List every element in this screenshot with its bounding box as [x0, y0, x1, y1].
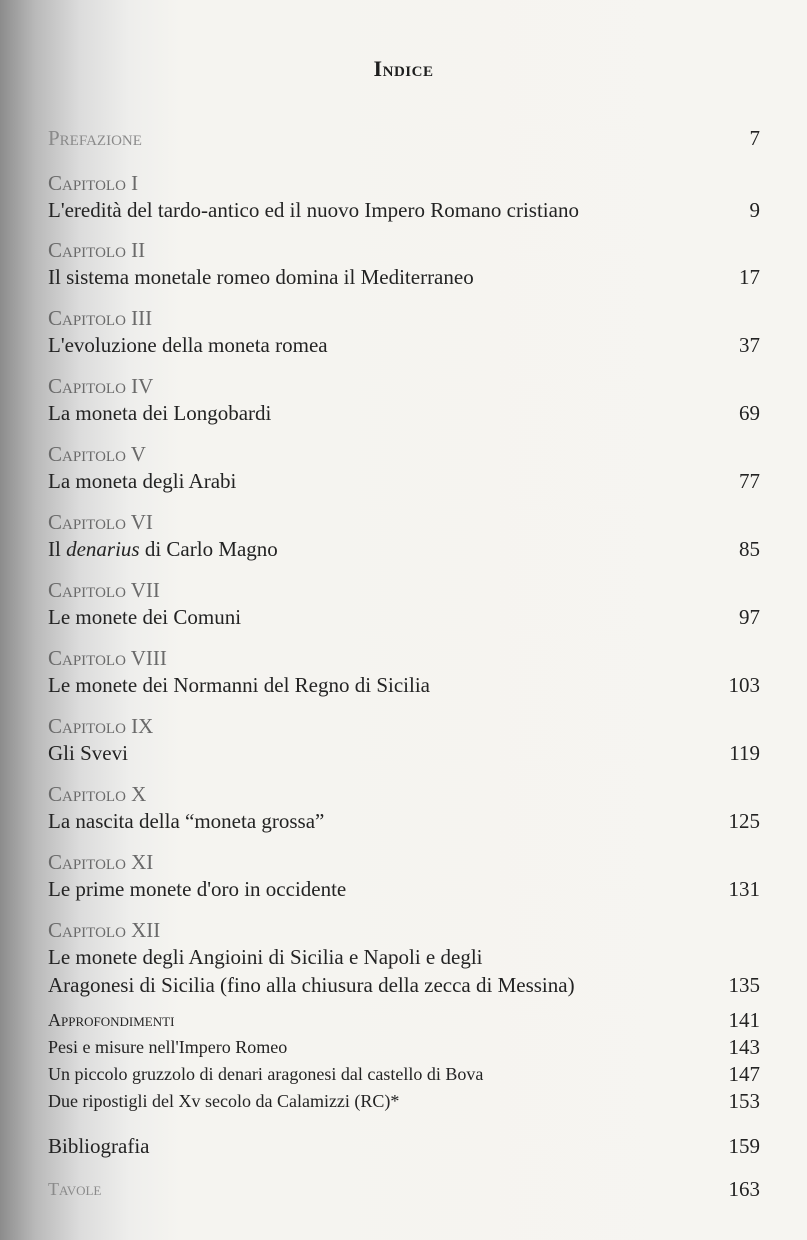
toc-entry-title: Il sistema monetale romeo domina il Mediterraneo	[48, 265, 474, 289]
toc-page-number: 9	[749, 198, 760, 222]
appendix-item-title: Pesi e misure nell'Impero Romeo	[48, 1037, 288, 1057]
chapter-label: Capitolo VI	[48, 510, 153, 534]
toc-entry-title: L'eredità del tardo-antico ed il nuovo Impero Romano cristiano	[48, 198, 579, 222]
toc-entry-title-line-1: Le monete degli Angioini di Sicilia e Napoli e degli	[48, 945, 483, 969]
toc-entry-title: La moneta degli Arabi	[48, 469, 237, 493]
appendix-item	[48, 1088, 760, 1115]
toc-page-number: 69	[739, 401, 760, 425]
toc-appendix	[48, 1007, 760, 1115]
chapter-label: Capitolo IX	[48, 714, 154, 738]
toc-page-number: 159	[728, 1134, 760, 1158]
chapter-label: Capitolo II	[48, 238, 146, 262]
toc-entry-title: Le monete dei Comuni	[48, 605, 242, 629]
toc-entry-chapter-5	[48, 441, 760, 495]
toc-entry-title: La nascita della “moneta grossa”	[48, 809, 325, 833]
chapter-label: Capitolo IV	[48, 374, 154, 398]
toc-page-number: 77	[739, 469, 760, 493]
chapter-label: Capitolo XI	[48, 850, 154, 874]
chapter-label: Capitolo V	[48, 442, 146, 466]
toc-entry-title: Bibliografia	[48, 1134, 150, 1158]
toc-page-number: 103	[728, 673, 760, 697]
toc-entry-prefazione	[48, 124, 760, 152]
toc-page-number: 125	[728, 809, 760, 833]
title-italic-part: denarius	[66, 537, 140, 561]
chapter-label: Capitolo I	[48, 171, 139, 195]
appendix-item-title: Due ripostigli del Xv secolo da Calamizzi (RC)*	[48, 1091, 400, 1111]
toc-entry-title: L'evoluzione della moneta romea	[48, 333, 328, 357]
toc-entry-title: Le prime monete d'oro in occidente	[48, 877, 347, 901]
toc-page-number: 17	[739, 265, 760, 289]
title-part: di Carlo Magno	[144, 537, 278, 561]
toc-entry-chapter-12	[48, 917, 760, 999]
toc-entry-title: Tavole	[48, 1179, 102, 1199]
toc-page-number: 153	[728, 1089, 760, 1113]
chapter-label: Capitolo III	[48, 306, 153, 330]
toc-page-number: 163	[728, 1177, 760, 1201]
toc-entry-bibliography	[48, 1132, 760, 1160]
toc-page-number: 119	[729, 741, 760, 765]
toc-entry-chapter-8	[48, 645, 760, 699]
toc-entry-title: Le monete dei Normanni del Regno di Sicilia	[48, 673, 430, 697]
toc-entry-chapter-7	[48, 577, 760, 631]
toc-page-number: 147	[728, 1062, 760, 1086]
page-title: Indice	[373, 56, 434, 81]
toc-entry-title: Gli Svevi	[48, 741, 128, 765]
toc-entry-chapter-4	[48, 373, 760, 427]
toc-entry-chapter-10	[48, 781, 760, 835]
title-part: Il	[48, 537, 61, 561]
chapter-label: Capitolo VII	[48, 578, 160, 602]
toc-entry-chapter-9	[48, 713, 760, 767]
toc-page-number: 141	[728, 1008, 760, 1032]
toc-entry-title	[48, 535, 278, 563]
appendix-item	[48, 1034, 760, 1061]
appendix-heading: Approfondimenti	[48, 1010, 175, 1030]
toc-entry-title-line-2: Aragonesi di Sicilia (fino alla chiusura della zecca di Messina)	[48, 973, 575, 997]
chapter-label: Capitolo XII	[48, 918, 161, 942]
chapter-label: Capitolo VIII	[48, 646, 167, 670]
toc-entry-chapter-6	[48, 509, 760, 563]
toc-page-number: 7	[749, 126, 760, 150]
toc-page-number: 131	[728, 877, 760, 901]
toc-entry-title: La moneta dei Longobardi	[48, 401, 272, 425]
toc-page-number: 37	[739, 333, 760, 357]
toc-page-number: 143	[728, 1035, 760, 1059]
chapter-label: Capitolo X	[48, 782, 147, 806]
toc-page-number: 135	[728, 973, 760, 997]
toc-page-number: 97	[739, 605, 760, 629]
toc-entry-chapter-2	[48, 237, 760, 291]
toc-entry-title: Prefazione	[48, 126, 142, 150]
appendix-item	[48, 1061, 760, 1088]
appendix-item-title: Un piccolo gruzzolo di denari aragonesi dal castello di Bova	[48, 1064, 484, 1084]
toc-page-number: 85	[739, 537, 760, 561]
toc-entry-chapter-3	[48, 305, 760, 359]
toc-entry-chapter-11	[48, 849, 760, 903]
toc-entry-plates	[48, 1175, 760, 1203]
toc-entry-chapter-1	[48, 170, 760, 224]
